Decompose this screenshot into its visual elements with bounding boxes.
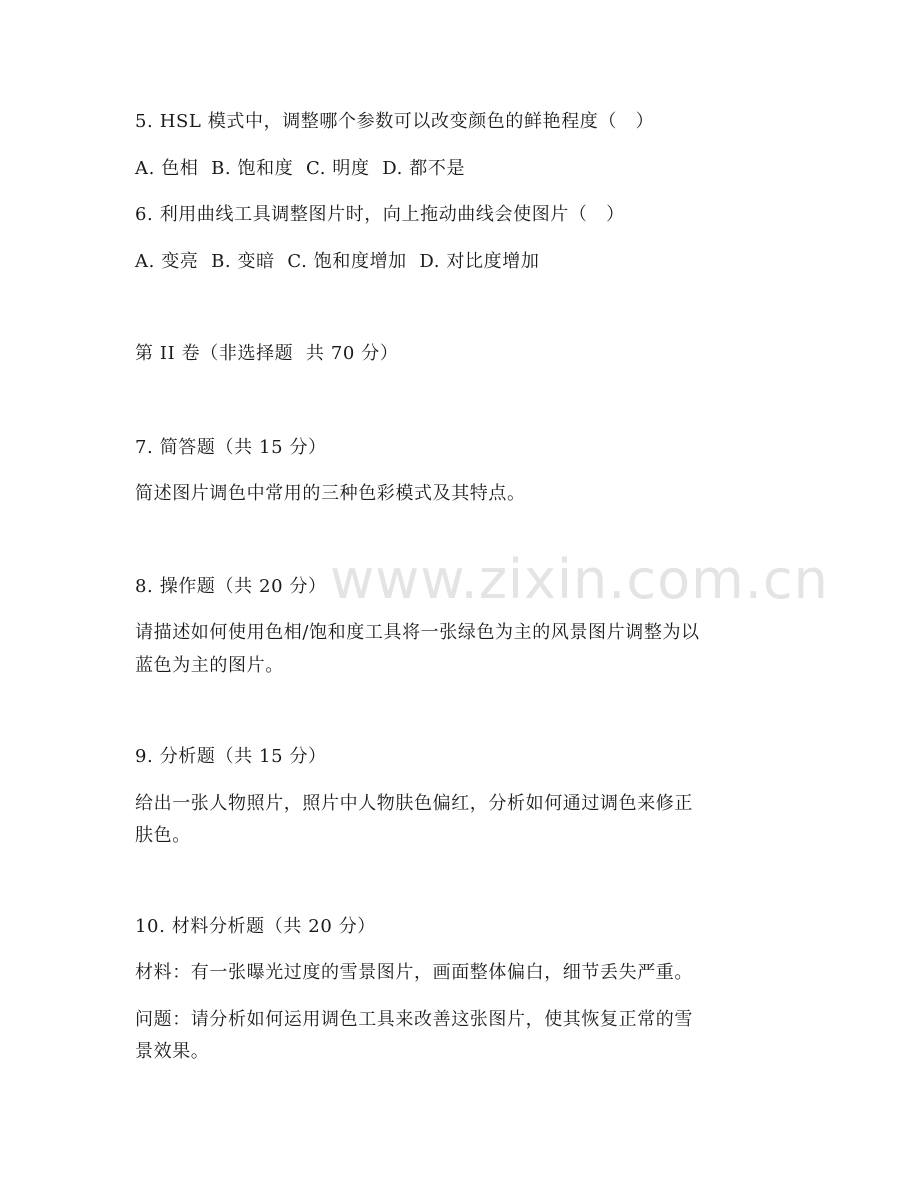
question-8-body-line-1: 请描述如何使用色相/饱和度工具将一张绿色为主的风景图片调整为以 [135, 622, 700, 643]
question-10-question-line-1: 问题：请分析如何运用调色工具来改善这张图片，使其恢复正常的雪 [135, 1009, 693, 1030]
question-10-title: 10. 材料分析题（共 20 分） [135, 916, 376, 937]
question-9-body-line-2: 肤色。 [135, 825, 191, 846]
question-9-title: 9. 分析题（共 15 分） [135, 746, 327, 767]
question-8-title: 8. 操作题（共 20 分） [135, 576, 327, 597]
question-10-question-line-2: 景效果。 [135, 1041, 210, 1062]
question-10-material: 材料：有一张曝光过度的雪景图片，画面整体偏白，细节丢失严重。 [135, 962, 693, 983]
question-8-body-line-2: 蓝色为主的图片。 [135, 655, 284, 676]
question-5-stem: 5. HSL 模式中，调整哪个参数可以改变颜色的鲜艳程度（ ） [135, 111, 655, 132]
section-title: 第 II 卷（非选择题 共 70 分） [135, 343, 399, 364]
question-6-stem: 6. 利用曲线工具调整图片时，向上拖动曲线会使图片（ ） [135, 204, 625, 225]
watermark: www.zixin.com.cn [330, 548, 829, 611]
question-5-options: A. 色相 B. 饱和度 C. 明度 D. 都不是 [135, 158, 466, 179]
question-7-body: 简述图片调色中常用的三种色彩模式及其特点。 [135, 483, 526, 504]
question-6-options: A. 变亮 B. 变暗 C. 饱和度增加 D. 对比度增加 [135, 251, 540, 272]
question-7-title: 7. 简答题（共 15 分） [135, 437, 327, 458]
question-9-body-line-1: 给出一张人物照片，照片中人物肤色偏红，分析如何通过调色来修正 [135, 793, 693, 814]
